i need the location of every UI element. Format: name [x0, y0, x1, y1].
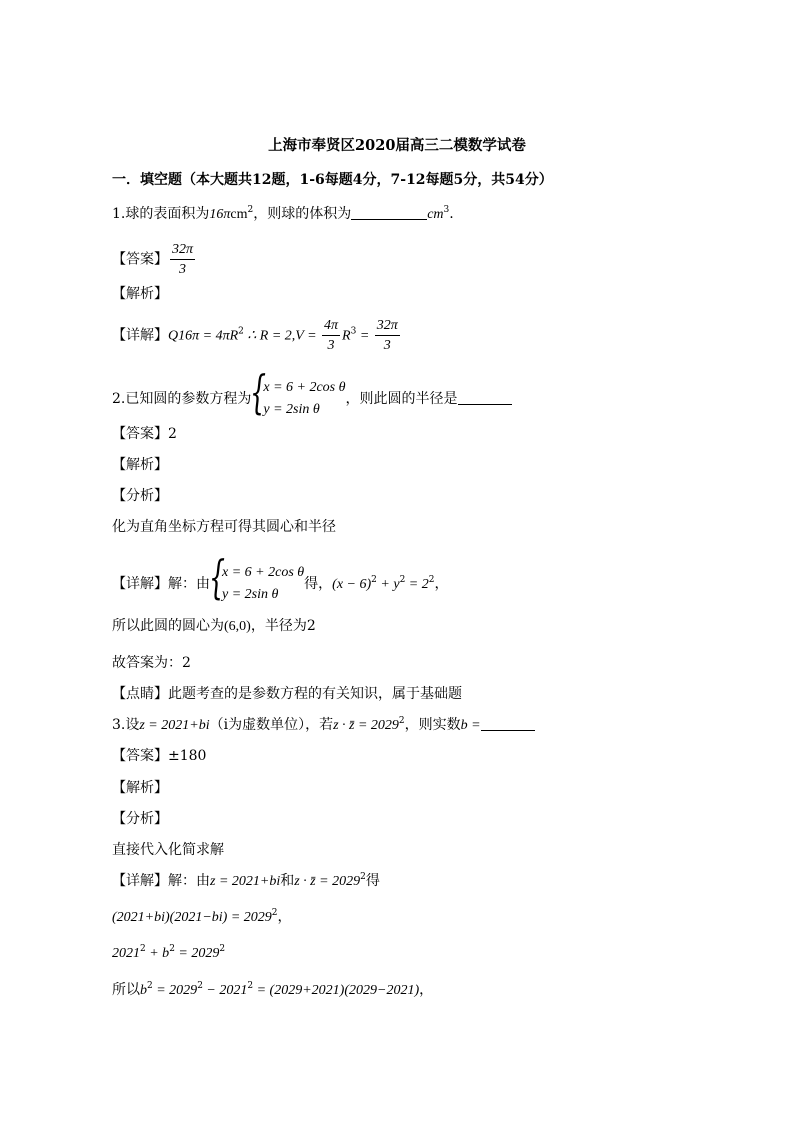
q2-center: (6,0) — [224, 619, 251, 634]
q1-unit-ans: cm — [427, 207, 444, 222]
q1-unit: cm — [230, 207, 248, 222]
q1-detail-b: ∴ R = 2,V = — [243, 328, 321, 344]
q2-fenxi-label: 【分析】 — [112, 488, 168, 504]
q1-fraction-32pi-3: $\frac{32\pi}{3}$ — [376, 318, 398, 353]
q3-answer: 【答案】±180 — [112, 748, 207, 764]
q2-equation-system: { x = 6 + 2cos θ y = 2sin θ — [250, 365, 346, 419]
q1-area: 16π — [209, 207, 231, 222]
q1-mid: ，则球的体积为 — [253, 206, 352, 222]
q1-answer-blank[interactable] — [351, 205, 427, 220]
paper-title: 上海市奉贤区2020届高三二模数学试卷 — [268, 137, 526, 154]
q3-analysis: 【解析】 — [112, 780, 168, 796]
q1-cube: 3 — [443, 205, 450, 215]
q3-line-2: $2021^2 + b^2 = 2029^2$ — [112, 944, 226, 961]
q3-line-3: 所以$b^2 = 2029^2 - 2021^2 = (2029+2021)(2029-2021)$， — [112, 981, 434, 998]
q1-sq: 2 — [247, 205, 254, 215]
q2-detail: 【详解】解：由 { x = 6 + 2cos θ y = 2sin θ 得，$(x - 6)^2 + y^2 = 2^2$， — [112, 550, 449, 604]
q3-condition: z · z̄ = 2029 — [333, 718, 399, 733]
q2-center-line: 所以此圆的圆心为(6,0)，半径为2 — [112, 618, 316, 634]
q2-answer-value: 2 — [168, 426, 177, 442]
q3-answer-value: ±180 — [168, 748, 207, 764]
question-2 — [112, 365, 512, 421]
q3-answer-blank[interactable] — [481, 716, 535, 731]
detail-label: 【详解】 — [112, 327, 168, 344]
q1-detail: 【详解】$Q16\pi = 4\pi R^2$ ∴ R = 2,V = $\frac{4\pi}{3}$ $R^3$ = $\frac{32\pi}{3}$ — [112, 318, 398, 353]
q1-analysis: 【解析】 — [112, 286, 168, 302]
q1-detail-a: Q16π = 4πR — [168, 328, 239, 344]
q2-text: 2.已知圆的参数方程为 — [112, 391, 252, 407]
q2-dianjing: 【点睛】此题考查的是参数方程的有关知识，属于基础题 — [112, 686, 462, 702]
q2-fenxi-text: 化为直角坐标方程可得其圆心和半径 — [112, 519, 336, 535]
q2-answer: 【答案】2 — [112, 426, 177, 442]
q1-end: . — [449, 206, 454, 222]
q3-fenxi-text: 直接代入化简求解 — [112, 842, 224, 858]
question-1 — [112, 204, 454, 225]
q1-text: 1.球的表面积为 — [112, 206, 210, 222]
q2-detail-system: { x = 6 + 2cos θ y = 2sin θ — [209, 550, 305, 604]
q2-analysis: 【解析】 — [112, 457, 168, 473]
q2-answer-blank[interactable] — [458, 390, 512, 405]
q1-answer — [112, 240, 197, 279]
section-heading: 一．填空题（本大题共12题，1-6每题4分，7-12每题5分，共54分） — [112, 172, 553, 188]
q3-detail: 【详解】解：由z = 2021+bi和z · z̄ = $2029^2$得 — [112, 872, 380, 889]
q2-post: ，则此圆的半径是 — [345, 391, 458, 407]
question-3: 3.设z = 2021+bi（i为虚数单位），若z · z̄ = $2029^2$，则实数b = — [112, 715, 535, 736]
q3-z: z = 2021+bi — [139, 718, 210, 733]
q1-fraction-4pi-3: $\frac{4\pi}{3}$ — [324, 318, 339, 353]
answer-label: 【答案】 — [112, 251, 168, 268]
q2-result: 故答案为：2 — [112, 655, 191, 671]
q3-fenxi-label: 【分析】 — [112, 811, 168, 827]
q1-answer-fraction: $\frac{32\pi}{3}$ — [172, 242, 194, 277]
q3-line-1: $(2021+bi)(2021-bi) = 2029^2$， — [112, 908, 292, 925]
q1-detail-c: R — [342, 328, 351, 344]
